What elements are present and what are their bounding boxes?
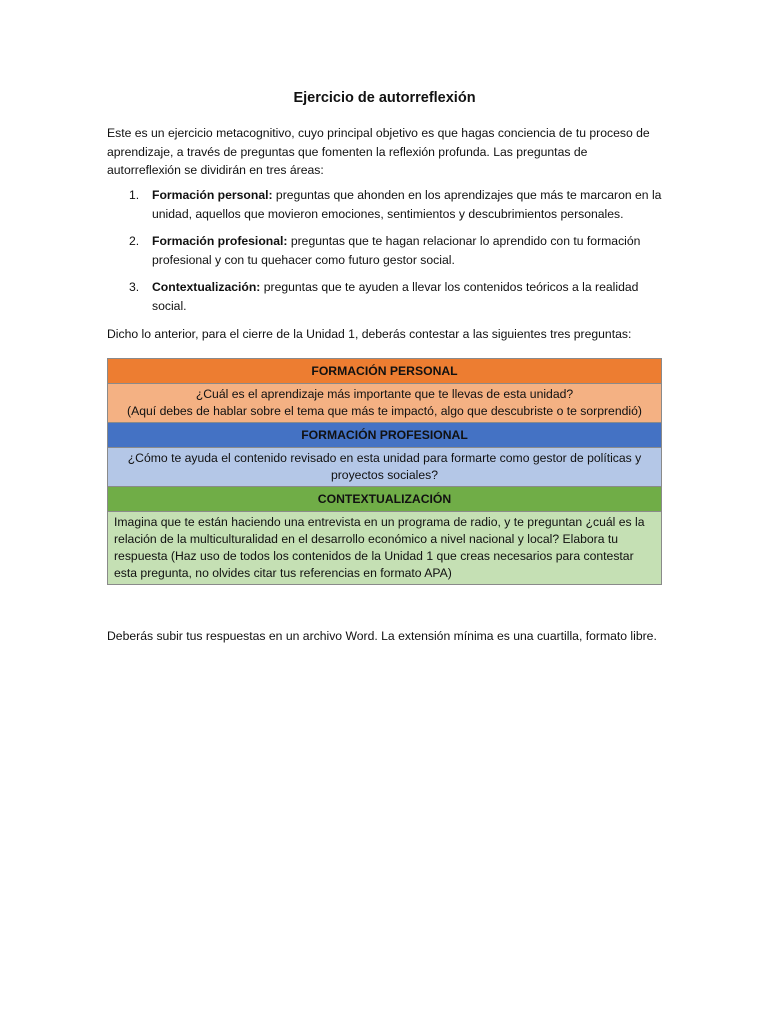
context-question: Imagina que te están haciendo una entrevista en un programa de radio, y te preguntan ¿cuál es la relación de la multiculturalidad en el desarrollo económico a nivel nacional y local? Elabora tu respuesta (Haz uso de todos los contenidos de la Unidad 1 que creas necesarios para contestar esta pregunta, no olvides citar tus referencias en formato APA) [108,512,661,584]
areas-list [107,186,662,324]
closing-paragraph: Deberás subir tus respuestas en un archivo Word. La extensión mínima es una cuartilla, formato libre. [107,629,657,643]
document-title: Ejercicio de autorreflexión [293,90,476,106]
area-text: preguntas que te ayuden a llevar los contenidos teóricos a la realidad social. [152,280,639,313]
list-item [107,186,662,223]
area-text: preguntas que ahonden en los aprendizajes que más te marcaron en la unidad, aquellos que movieron emociones, sentimientos y descubrimientos personales. [152,188,662,221]
personal-question-note: (Aquí debes de hablar sobre el tema que más te impactó, algo que descubriste o te sorprendió) [127,404,642,418]
list-number: 2. [129,234,140,248]
personal-header: FORMACIÓN PERSONAL [108,359,661,384]
area-label: Formación profesional: [152,234,288,248]
intro-paragraph: Este es un ejercicio metacognitivo, cuyo principal objetivo es que hagas conciencia de tu proceso de aprendizaje, a través de preguntas que fomenten la reflexión profunda. Las preguntas de autorreflexión se dividirán en tres áreas: [107,126,650,177]
context-header: CONTEXTUALIZACIÓN [108,487,661,512]
after-list-paragraph: Dicho lo anterior, para el cierre de la Unidad 1, deberás contestar a las siguientes tres preguntas: [107,327,632,341]
list-number: 1. [129,188,140,202]
area-text: preguntas que te hagan relacionar lo aprendido con tu formación profesional y con tu quehacer como futuro gestor social. [152,234,641,267]
list-number: 3. [129,280,140,294]
personal-question: ¿Cuál es el aprendizaje más importante que te llevas de esta unidad? [195,387,574,401]
questions-table [107,358,662,585]
list-item [107,278,662,315]
profesional-header: FORMACIÓN PROFESIONAL [108,423,661,448]
area-label: Contextualización: [152,280,261,294]
area-label: Formación personal: [152,188,273,202]
personal-question-cell [108,384,661,423]
list-item [107,232,662,269]
profesional-question: ¿Cómo te ayuda el contenido revisado en esta unidad para formarte como gestor de políticas y proyectos sociales? [108,448,661,487]
